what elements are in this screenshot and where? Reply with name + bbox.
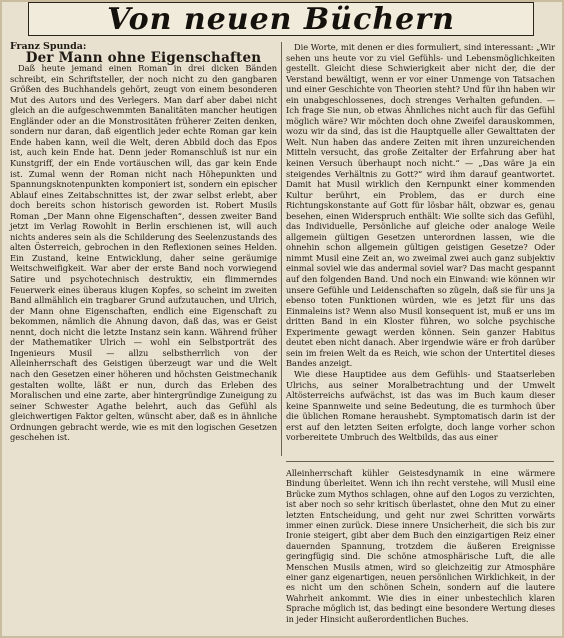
article-body-right-1: Die Worte, mit denen er dies formuliert, sind interessant: „Wir sehen uns heute vor zu viel Gefühls- und Lebensmöglichkeiten gestellt. Gleicht diese Schwierigkeit aber nicht der, die der Verstand bewältigt, wenn er vor einer Unmenge von Tatsachen und einer Geschichte von Theorien steht? Und für ihn haben wir ein unabgeschlossenes, doch strenges Verhalten gefunden. — Ich frage Sie nun, ob etwas Ähnliches nicht auch für das Gefühl möglich wäre? Wir möchten doch ohne Zweifel darauskommen, wozu wir da sind, das ist die Hauptquelle aller Gewalttaten der Welt. Nun haben das andere Zeiten mit ihren unzureichenden Mitteln versucht, das große Zeitalter der Erfahrung aber hat keinen Versuch überhaupt noch nicht.“ — „Das wäre ja ein steigendes Verhältnis zu Gott?“ wird ihm darauf geantwortet. Damit hat Musil wirklich den Kernpunkt einer kommenden Kultur berührt, ein Problem, das er durch eine Richtungskonstante auf Gott für lösbar hält, obzwar es, genau besehen, einen Widerspruch enthält: Wie sollte sich das Gefühl, das Individuelle, Persönliche auf gleiche oder analoge Weile allgemein gültigen Gesetzen unterordnen lassen, wie die ohnehin schon allgemein gültigen geistigen Gesetze? Oder nimmt Musil eine Zeit an, wo zweimal zwei auch ganz subjektiv einmal soviel wie das andermal soviel war? Das macht gespannt auf den folgenden Band. Und noch ein Einwand: wie können wir unsere Gefühle und Leidenschaften so zügeln, daß sie für uns ja ebenso toten Funktionen würden, wie es jetzt für uns das Einmaleins ist? Wenn also Musil konsequent ist, muß er uns im dritten Band in ein Kloster führen, wo solche psychische Experimente gewagt werden können. Sein ganzer Habitus deutet eben nicht danach. Aber irgendwie wäre er froh darüber sein im freien Welt da es Reich, wie schon der Untertitel dieses Bandes anzeigt. <box>286 42 555 369</box>
article-body-left: Daß heute jemand einen Roman in drei dicken Bänden schreibt, ein Schriftsteller, der noch nicht zu den gangbaren Größen des Buchhandels gehört, zeugt von einem besonderen Mut des Autors und des Verlegers. Man darf aber dabei nicht gleich an die aufgeschwemmten Banalitäten mancher heutigen Engländer oder an die Monstrositäten früherer Zeiten denken, sondern nur daran, daß eigentlich jeder echte Roman gar kein Ende haben kann, weil die Welt, deren Abbild doch das Epos ist, auch kein Ende hat. Denn jeder Romanschluß ist nur ein Kunstgriff, der ein Ende vortäuschen will, das gar kein Ende ist. Zumal wenn der Roman nicht nach Höhepunkten und Spannungsknotenpunkten komponiert ist, sondern ein epischer Ablauf eines Zeitabschnittes ist, der zwar selbst erlebt, aber doch bereits schon historisch geworden ist. Robert Musils Roman „Der Mann ohne Eigenschaften“, dessen zweiter Band jetzt im Verlag Rowohlt in Berlin erschienen ist, will auch nichts anderes sein als die Schilderung des Seelenzustands des alten Österreich, gebrochen in den Reflexionen seines Helden. Ein Zustand, keine Entwicklung, daher seine geräumige Weitschweifigkeit. War aber der erste Band noch vorwiegend Satire und psychotechnisch destruktiv, ein flimmerndes Feuerwerk eines überaus klugen Kopfes, so scheint im zweiten Band allmählich ein tragbarer Grund aufzutauchen, und Ulrich, der Mann ohne Eigenschaften, endlich eine Eigenschaft zu bekommen, nämlich die Ahnung davon, daß das, was er Geist nennt, doch nicht die letzte Instanz sein kann. Während früher der Mathematiker Ulrich — wohl ein Selbstporträt des Ingenieurs Musil — allzu selbstherrlich von der Alleinherrschaft des Geistigen überzeugt war und die Welt nach den Gesetzen einer höheren und höchsten Geistmechanik gestalten wollte, läßt er nun, durch das Erleben des Moralischen und eine zarte, aber hintergründige Zuneigung zu seiner Schwester Agathe belehrt, auch das Gefühl als gleichwertigen Faktor gelten, wünscht aber, daß es in ähnliche Ordnungen gebracht werde, wie es mit den logischen Gesetzen geschehen ist. <box>10 63 277 443</box>
column-cut-line <box>286 461 554 462</box>
section-masthead <box>28 2 534 36</box>
article-left-column <box>10 42 277 443</box>
article-body-right-3: Alleinherrschaft kühler Geistesdynamik in eine wärmere Bindung überleitet. Wenn ich ihn recht verstehe, will Musil eine Brücke zum Mythos schlagen, ohne auf den Logos zu verzichten, ist aber noch so sehr kritisch überlastet, ohne den Mut zu einer letzten Entscheidung, und geht nur zwei Schritten vorwärts immer einen zurück. Diese innere Unsicherheit, die sich bis zur Ironie steigert, gibt aber dem Buch den einzigartigen Reiz einer dauernden Spannung, trotzdem die äußeren Ereignisse geringfügig sind. Die schöne atmosphärische Luft, die alle Menschen Musils atmen, wird so gleichzeitig zur Atmosphäre einer ganz eigenartigen, neuen persönlichen Wirklichkeit, in der es nicht um den schönen Schein, sondern auf die lautere Wahrheit ankommt. Wie dies in einer unbestechlich klaren Sprache möglich ist, das bedingt eine besondere Wertung dieses in jeder Hinsicht außerordentlichen Buches. <box>286 468 555 624</box>
article-right-column <box>286 42 555 443</box>
section-title: Von neuen Büchern <box>107 1 455 37</box>
article-body-right-2: Wie diese Hauptidee aus dem Gefühls- und Staatserleben Ulrichs, aus seiner Moralbetrachtung und der Umwelt Altösterreichs aufwächst, ist das was im Buch kaum dieser keine Spannweite und seine Bedeutung, die es turmhoch über die üblichen Romane heraushebt. Symptomatisch darin ist der erst auf den letzten Seiten erfolgte, doch lange vorher schon vorbereitete Umbruch des Weltbilds, das aus einer <box>286 368 555 443</box>
article-title: Der Mann ohne Eigenschaften <box>25 49 262 66</box>
column-divider <box>281 42 282 456</box>
article-author: Franz Spunda: <box>10 41 87 52</box>
article-continuation <box>286 468 555 624</box>
